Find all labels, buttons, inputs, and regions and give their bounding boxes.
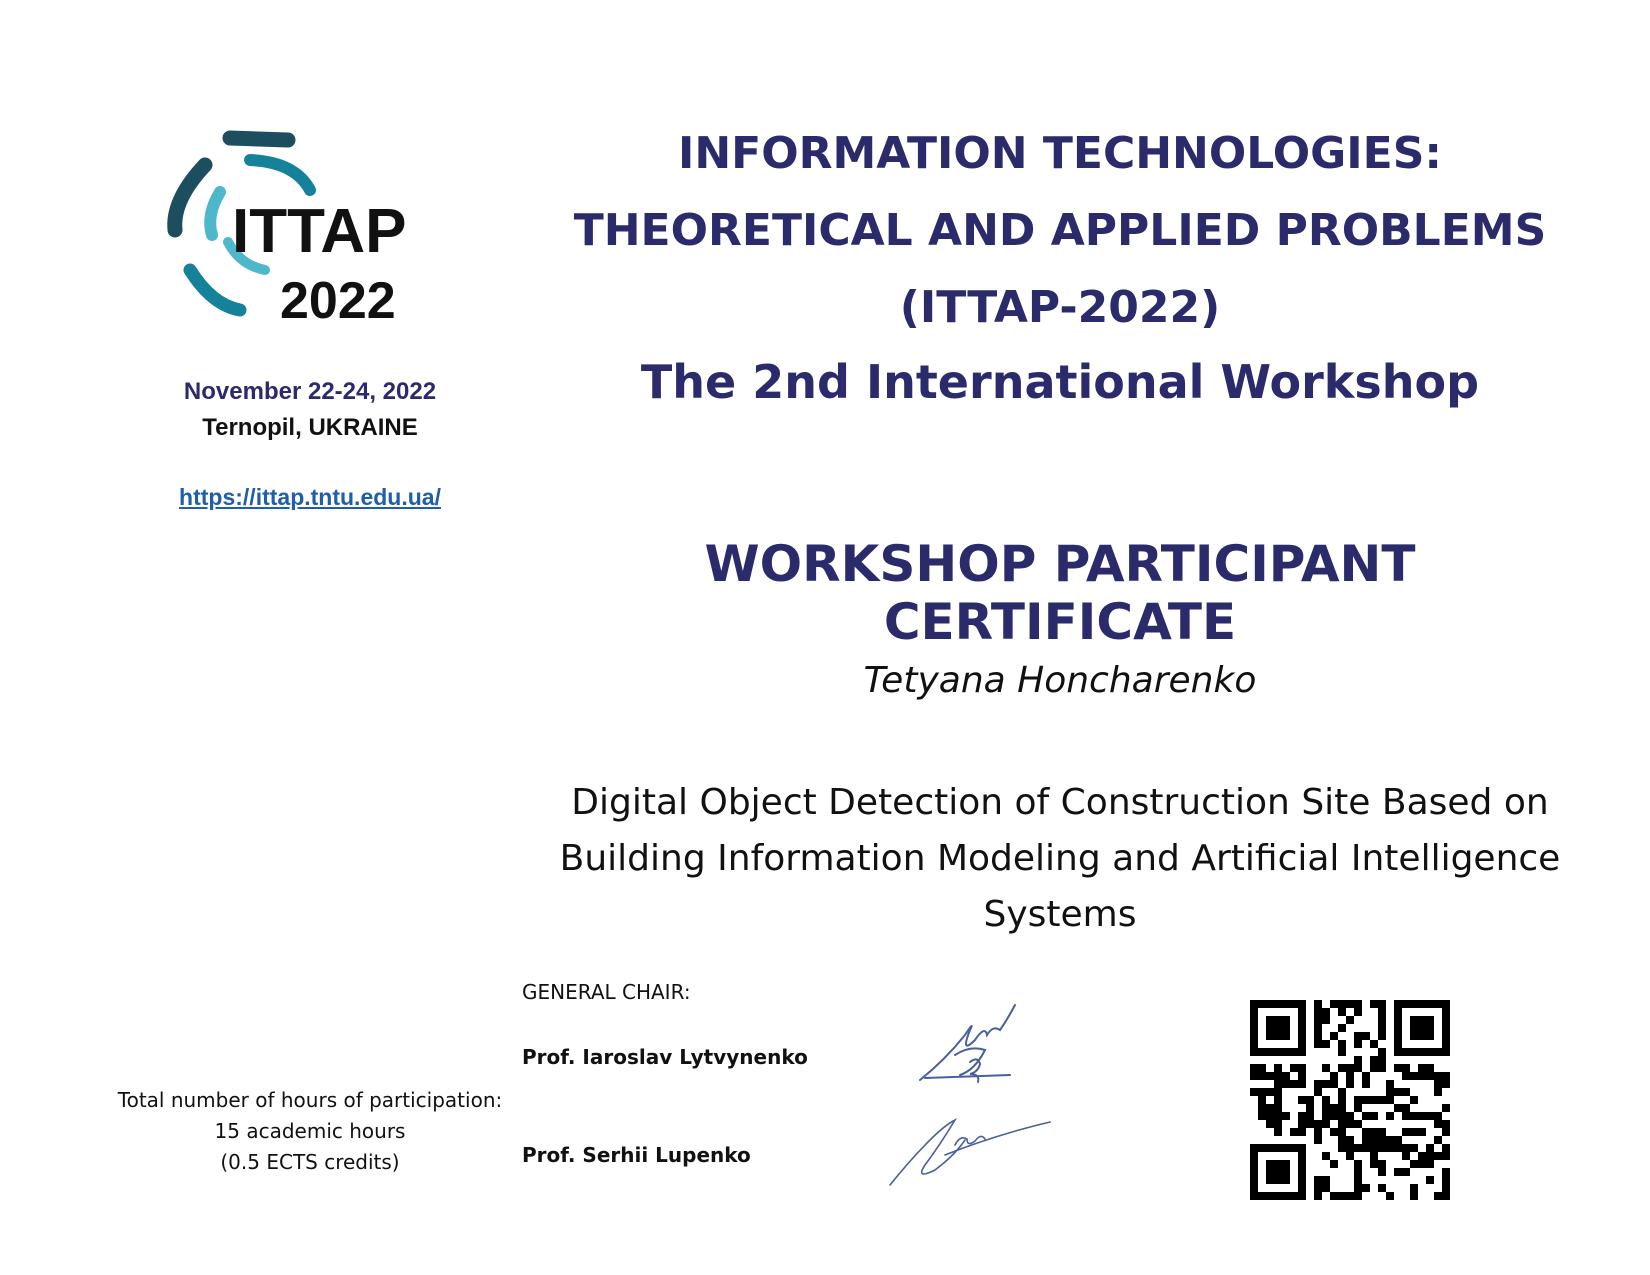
chair-name-1: Prof. Iaroslav Lytvynenko (522, 1045, 808, 1069)
participant-name: Tetyana Honcharenko (863, 660, 1257, 701)
event-website-link[interactable]: https://ittap.tntu.edu.ua/ (179, 484, 441, 510)
event-date: November 22-24, 2022 (183, 378, 437, 405)
conference-title-line-3: (ITTAP-2022) (899, 282, 1221, 333)
ittap-logo (160, 130, 450, 340)
paper-title-line: Building Information Modeling and Artificial Intelligence (559, 838, 1561, 879)
conference-title-line-1: INFORMATION TECHNOLOGIES: (677, 128, 1442, 179)
workshop-subtitle: The 2nd International Workshop (640, 355, 1480, 409)
event-place: Ternopil, UKRAINE (202, 414, 418, 441)
participation-ects: (0.5 ECTS credits) (220, 1150, 400, 1174)
signature-2-icon (885, 1110, 1055, 1190)
conference-title-line-2: THEORETICAL AND APPLIED PROBLEMS (573, 205, 1547, 256)
paper-title-line: Digital Object Detection of Construction Site Based on (571, 782, 1549, 823)
certificate-title: WORKSHOP PARTICIPANT CERTIFICATE (704, 535, 1416, 651)
participation-hours-value: 15 academic hours (214, 1119, 406, 1143)
logo-name: ITTAP (232, 197, 407, 266)
chair-name-2: Prof. Serhii Lupenko (522, 1143, 751, 1167)
general-chair-label: GENERAL CHAIR: (522, 980, 691, 1004)
paper-title (520, 775, 1600, 943)
logo-year: 2022 (280, 272, 396, 330)
participation-hours-label: Total number of hours of participation: (117, 1088, 503, 1112)
paper-title-line: Systems (983, 894, 1137, 935)
participation-info (90, 1085, 530, 1178)
qr-code-icon (1250, 1000, 1450, 1200)
signature-1-icon (915, 1000, 1025, 1090)
